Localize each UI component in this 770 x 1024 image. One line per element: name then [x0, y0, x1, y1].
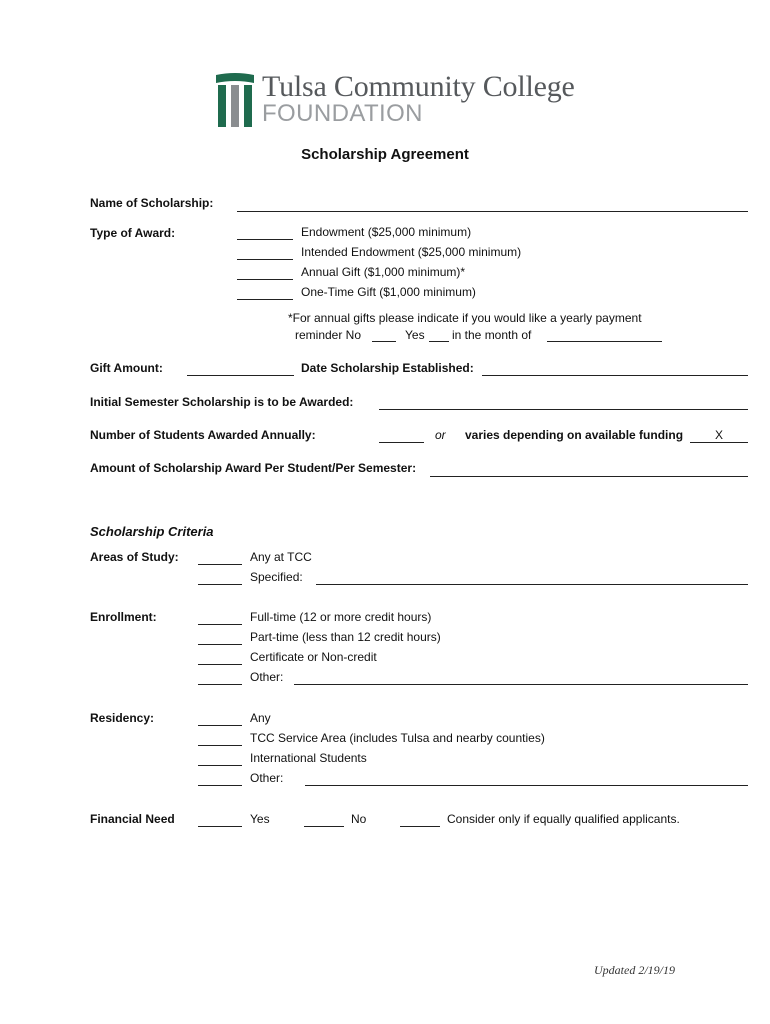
residency-other-field[interactable]	[305, 785, 748, 786]
varies-funding-label: varies depending on available funding	[465, 428, 684, 442]
financial-need-label: Financial Need	[90, 812, 175, 826]
gift-amount-label: Gift Amount:	[90, 361, 163, 375]
residency-label: Residency:	[90, 711, 155, 725]
criteria-heading: Scholarship Criteria	[90, 524, 214, 539]
enrollment-other-field[interactable]	[294, 684, 748, 685]
enrollment-fulltime-option: Full-time (12 or more credit hours)	[250, 610, 432, 624]
date-established-field[interactable]	[482, 375, 748, 376]
annual-gift-note-line1: *For annual gifts please indicate if you would like a yearly payment	[288, 311, 642, 325]
residency-other-line[interactable]	[198, 785, 242, 786]
residency-service-area-line[interactable]	[198, 745, 242, 746]
name-of-scholarship-field[interactable]	[237, 211, 748, 212]
enrollment-other-option: Other:	[250, 670, 284, 684]
enrollment-fulltime-line[interactable]	[198, 624, 242, 625]
reminder-yes-field[interactable]	[429, 341, 449, 342]
enrollment-other-line[interactable]	[198, 684, 242, 685]
num-students-label: Number of Students Awarded Annually:	[90, 428, 316, 442]
annual-gift-note-month: in the month of	[452, 328, 532, 342]
reminder-no-field[interactable]	[372, 341, 396, 342]
page-title: Scholarship Agreement	[301, 146, 469, 163]
financial-yes-line[interactable]	[198, 826, 242, 827]
areas-of-study-label: Areas of Study:	[90, 550, 179, 564]
gift-amount-field[interactable]	[187, 375, 294, 376]
financial-consider-option: Consider only if equally qualified applicants.	[447, 812, 680, 826]
residency-any-line[interactable]	[198, 725, 242, 726]
logo-name: Tulsa Community College	[262, 70, 575, 103]
date-established-label: Date Scholarship Established:	[301, 361, 474, 375]
financial-yes-option: Yes	[250, 812, 270, 826]
financial-consider-line[interactable]	[400, 826, 440, 827]
financial-no-line[interactable]	[304, 826, 344, 827]
areas-specified-line[interactable]	[198, 584, 242, 585]
varies-funding-mark: X	[714, 428, 723, 442]
num-students-field[interactable]	[379, 442, 424, 443]
residency-other-option: Other:	[250, 771, 284, 785]
enrollment-certificate-line[interactable]	[198, 664, 242, 665]
one-time-gift-option: One-Time Gift ($1,000 minimum)	[301, 285, 476, 299]
enrollment-certificate-option: Certificate or Non-credit	[250, 650, 377, 664]
financial-no-option: No	[351, 812, 367, 826]
logo-subtitle: FOUNDATION	[262, 100, 423, 127]
initial-semester-field[interactable]	[379, 409, 748, 410]
residency-service-area-option: TCC Service Area (includes Tulsa and nearby counties)	[250, 731, 545, 745]
annual-gift-option: Annual Gift ($1,000 minimum)*	[301, 265, 466, 279]
varies-funding-field[interactable]	[690, 442, 748, 443]
annual-gift-checkbox-line[interactable]	[237, 279, 293, 280]
intended-endowment-checkbox-line[interactable]	[237, 259, 293, 260]
enrollment-label: Enrollment:	[90, 610, 157, 624]
updated-date: Updated 2/19/19	[594, 963, 675, 977]
one-time-gift-checkbox-line[interactable]	[237, 299, 293, 300]
reminder-month-field[interactable]	[547, 341, 662, 342]
endowment-option: Endowment ($25,000 minimum)	[301, 225, 472, 239]
enrollment-parttime-option: Part-time (less than 12 credit hours)	[250, 630, 441, 644]
or-text: or	[435, 428, 446, 442]
tcc-logo-icon	[216, 73, 254, 127]
annual-gift-note-yes: Yes	[405, 328, 425, 342]
residency-international-line[interactable]	[198, 765, 242, 766]
name-of-scholarship-label: Name of Scholarship:	[90, 196, 214, 210]
areas-specified-field[interactable]	[316, 584, 748, 585]
areas-any-option: Any at TCC	[250, 550, 312, 564]
areas-specified-option: Specified:	[250, 570, 303, 584]
residency-any-option: Any	[250, 711, 271, 725]
initial-semester-label: Initial Semester Scholarship is to be Awarded:	[90, 395, 354, 409]
amount-per-student-field[interactable]	[430, 476, 748, 477]
enrollment-parttime-line[interactable]	[198, 644, 242, 645]
areas-any-line[interactable]	[198, 564, 242, 565]
amount-per-student-label: Amount of Scholarship Award Per Student/Per Semester:	[90, 461, 417, 475]
residency-international-option: International Students	[250, 751, 367, 765]
type-of-award-label: Type of Award:	[90, 226, 176, 240]
intended-endowment-option: Intended Endowment ($25,000 minimum)	[301, 245, 522, 259]
endowment-checkbox-line[interactable]	[237, 239, 293, 240]
annual-gift-note-reminder: reminder No	[295, 328, 362, 342]
